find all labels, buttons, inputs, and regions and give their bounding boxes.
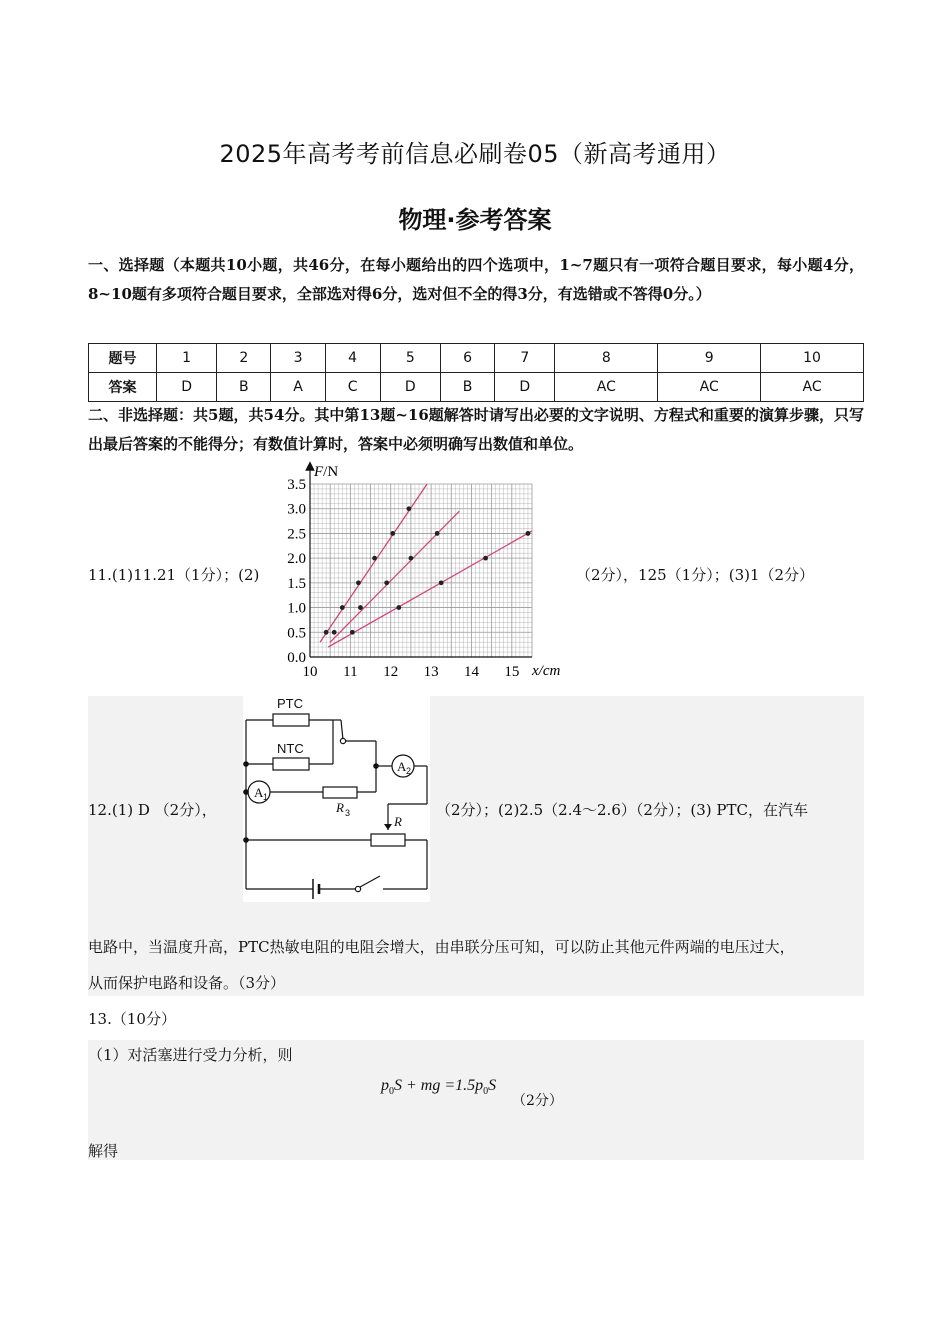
- q13-equation: [381, 1077, 496, 1097]
- y-tick-label: 2.0: [287, 551, 306, 568]
- row-label-question: 题号: [89, 344, 157, 373]
- q12-explanation-line2: 从而保护电路和设备。（3分）: [88, 974, 286, 992]
- data-point-line3: [526, 531, 531, 536]
- x-tick-label: 10: [302, 664, 318, 680]
- data-point-line3: [350, 630, 355, 635]
- x-tick-label: 15: [504, 664, 520, 680]
- ammeter-a1-label: A: [254, 785, 264, 800]
- force-extension-chart: [270, 460, 580, 682]
- table-cell: 7: [495, 344, 555, 373]
- data-point-line1: [372, 556, 377, 561]
- table-row-questions: [89, 344, 864, 373]
- table-cell: 10: [761, 344, 864, 373]
- chart-grid-minor: [310, 484, 532, 657]
- data-point-line3: [483, 556, 488, 561]
- resistor-r3-label: R: [336, 800, 344, 815]
- y-tick-label: 2.5: [287, 526, 306, 543]
- data-point-line2: [332, 630, 337, 635]
- q11-answer-part2: （2分），125（1分）；(3)1（2分）: [576, 566, 815, 584]
- data-point-line2: [384, 580, 389, 585]
- ntc-label: NTC: [277, 741, 304, 756]
- ammeter-a2-label: A: [397, 759, 407, 774]
- page-title: 2025年高考考前信息必刷卷05（新高考通用）: [219, 140, 731, 168]
- q13-score: （2分）: [512, 1093, 563, 1109]
- table-cell: B: [440, 373, 494, 402]
- table-cell: D: [157, 373, 217, 402]
- eq-sub2: 0: [483, 1086, 489, 1098]
- x-tick-label: 12: [383, 664, 399, 680]
- q12-answer-part2: （2分）；(2)2.5（2.4～2.6）（2分）；(3) PTC，在汽车: [436, 801, 808, 819]
- rheostat-r-label: R: [394, 814, 402, 829]
- x-tick-label: 11: [343, 664, 358, 680]
- table-cell: 6: [440, 344, 494, 373]
- table-cell: D: [380, 373, 440, 402]
- table-cell: 5: [380, 344, 440, 373]
- q13-header: 13.（10分）: [88, 1010, 176, 1028]
- answer-table: [88, 343, 864, 402]
- eq-end: S: [488, 1077, 497, 1094]
- data-point-line2: [435, 531, 440, 536]
- table-cell: C: [325, 373, 380, 402]
- q12-explanation-line1: 电路中，当温度升高，PTC热敏电阻的电阻会增大，由串联分压可知，可以防止其他元件两端的电压过大，: [88, 938, 795, 956]
- ptc-label: PTC: [277, 696, 303, 711]
- data-point-line3: [439, 580, 444, 585]
- table-cell: AC: [761, 373, 864, 402]
- q12-answer-part1: 12.(1) D （2分），: [88, 801, 217, 819]
- table-cell: B: [217, 373, 271, 402]
- table-cell: 8: [555, 344, 658, 373]
- x-tick-label: 14: [463, 664, 479, 680]
- y-axis-label: F/N: [314, 464, 339, 480]
- table-cell: AC: [658, 373, 761, 402]
- x-axis-label: x/cm: [532, 663, 561, 679]
- data-point-line1: [390, 531, 395, 536]
- data-point-line1: [356, 580, 361, 585]
- resistor-r3-sub: 3: [345, 808, 351, 818]
- y-tick-label: 0.5: [287, 625, 306, 642]
- table-cell: 4: [325, 344, 380, 373]
- y-tick-label: 3.0: [287, 501, 306, 518]
- table-cell: 3: [271, 344, 325, 373]
- ammeter-a1-sub: 1: [263, 792, 269, 802]
- table-cell: AC: [555, 373, 658, 402]
- q13-line1: （1）对活塞进行受力分析，则: [88, 1046, 293, 1064]
- data-point-line1: [406, 506, 411, 511]
- q11-answer-part1: 11.(1)11.21（1分）；(2): [88, 566, 260, 584]
- data-point-line2: [358, 605, 363, 610]
- ammeter-a2-sub: 2: [406, 766, 412, 776]
- table-cell: A: [271, 373, 325, 402]
- q13-line3: 解得: [88, 1142, 119, 1160]
- data-point-line1: [324, 630, 329, 635]
- eq-mid: S + mg =1.5: [394, 1077, 476, 1094]
- table-cell: D: [495, 373, 555, 402]
- row-label-answer: 答案: [89, 373, 157, 402]
- eq-p: p: [381, 1077, 389, 1094]
- circuit-diagram: [243, 696, 430, 902]
- y-tick-label: 0.0: [287, 650, 306, 666]
- table-cell: 1: [157, 344, 217, 373]
- y-tick-label: 1.5: [287, 575, 306, 592]
- data-point-line1: [340, 605, 345, 610]
- table-cell: 2: [217, 344, 271, 373]
- chart-grid-major: [310, 484, 532, 657]
- eq-sub: 0: [389, 1086, 394, 1098]
- data-point-line2: [409, 556, 414, 561]
- section2-intro: 二、非选择题：共5题，共54分。其中第13题~16题解答时请写出必要的文字说明、方程式和重要的演算步骤，只写出最后答案的不能得分；有数值计算时，答案中必须明确写出数值和单位。: [88, 406, 864, 453]
- eq-p2: p: [475, 1077, 484, 1094]
- y-tick-label: 3.5: [287, 477, 306, 493]
- table-cell: 9: [658, 344, 761, 373]
- data-point-line3: [396, 605, 401, 610]
- page-subtitle: 物理·参考答案: [398, 206, 552, 234]
- table-row-answers: [89, 373, 864, 402]
- y-tick-label: 1.0: [287, 600, 306, 617]
- section1-intro: 一、选择题（本题共10小题，共46分，在每小题给出的四个选项中，1~7题只有一项符合题目要求，每小题4分，8~10题有多项符合题目要求，全部选对得6分，选对但不全的得3分，有选错或不答得0分。）: [88, 256, 864, 303]
- x-tick-label: 13: [423, 664, 439, 680]
